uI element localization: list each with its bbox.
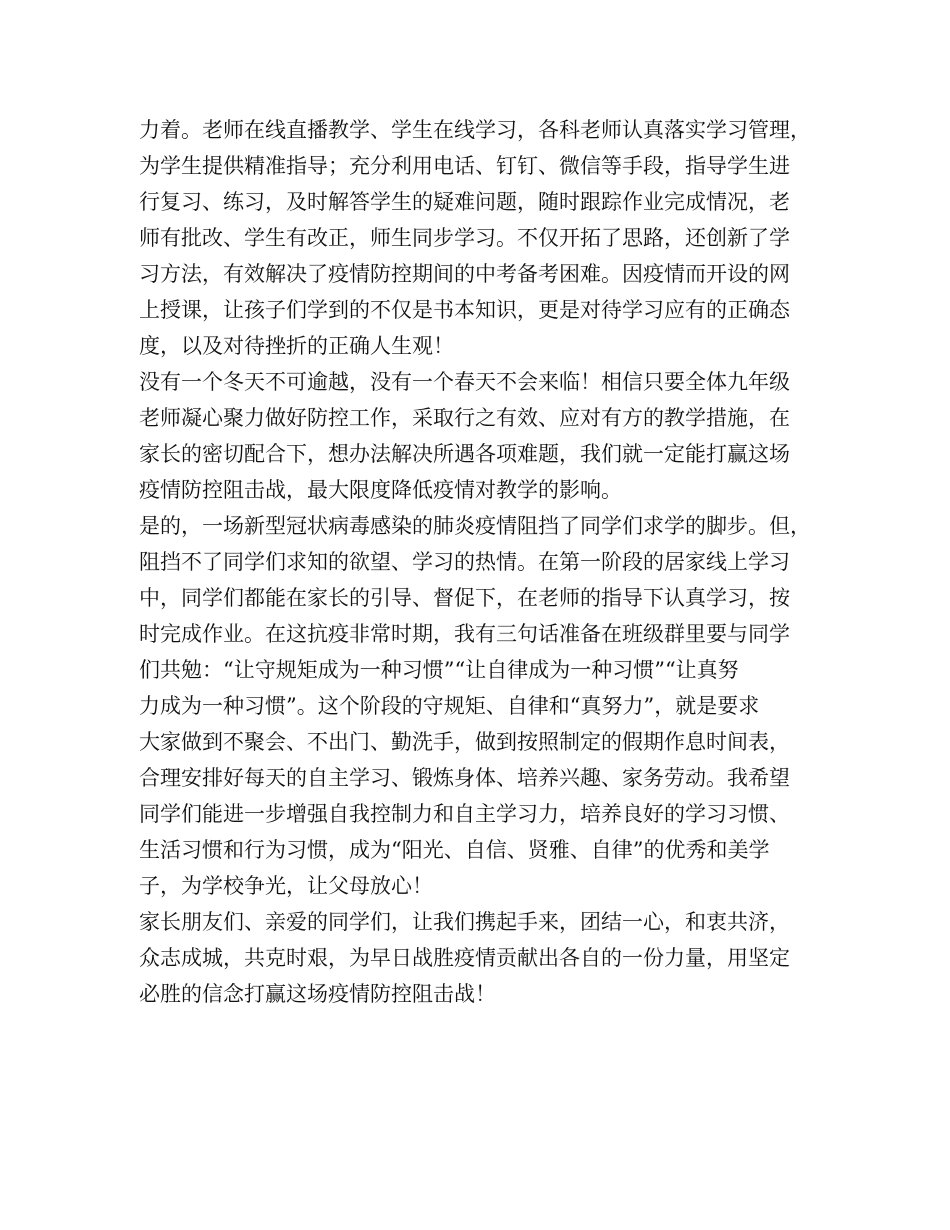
- text-line: 必胜的信念打赢这场疫情防控阻击战！: [139, 982, 496, 1006]
- text-line: 度，以及对待挫折的正确人生观！: [139, 334, 454, 358]
- text-line: 老师凝心聚力做好防控工作，采取行之有效、应对有方的教学措施，在: [139, 406, 790, 430]
- document-body: [139, 112, 829, 1012]
- text-line: 行复习、练习，及时解答学生的疑难问题，随时跟踪作业完成情况，老: [139, 190, 790, 214]
- text-line: 大家做到不聚会、不出门、勤洗手，做到按照制定的假期作息时间表，: [139, 730, 790, 754]
- text-line: 是的，一场新型冠状病毒感染的肺炎疫情阻挡了同学们求学的脚步。但，: [139, 514, 811, 538]
- text-line: 习方法，有效解决了疫情防控期间的中考备考困难。因疫情而开设的网: [139, 262, 790, 286]
- text-line: 家长的密切配合下，想办法解决所遇各项难题，我们就一定能打赢这场: [139, 442, 790, 466]
- text-line: 疫情防控阻击战，最大限度降低疫情对教学的影响。: [139, 478, 622, 502]
- text-line: 师有批改、学生有改正，师生同步学习。不仅开拓了思路，还创新了学: [139, 226, 790, 250]
- text-line: 合理安排好每天的自主学习、锻炼身体、培养兴趣、家务劳动。我希望: [139, 766, 790, 790]
- text-line: 子，为学校争光，让父母放心！: [139, 874, 433, 898]
- text-line: 们共勉：“让守规矩成为一种习惯”“让自律成为一种习惯”“让真努: [139, 658, 739, 682]
- text-line: 力成为一种习惯”。这个阶段的守规矩、自律和“真努力”，就是要求: [139, 694, 760, 718]
- text-line: 力着。老师在线直播教学、学生在线学习，各科老师认真落实学习管理，: [139, 118, 811, 142]
- text-line: 中，同学们都能在家长的引导、督促下，在老师的指导下认真学习，按: [139, 586, 790, 610]
- text-line: 上授课，让孩子们学到的不仅是书本知识，更是对待学习应有的正确态: [139, 298, 790, 322]
- text-line: 家长朋友们、亲爱的同学们，让我们携起手来，团结一心，和衷共济，: [139, 910, 790, 934]
- text-line: 阻挡不了同学们求知的欲望、学习的热情。在第一阶段的居家线上学习: [139, 550, 790, 574]
- text-line: 同学们能进一步增强自我控制力和自主学习力，培养良好的学习习惯、: [139, 802, 790, 826]
- text-line: 众志成城，共克时艰，为早日战胜疫情贡献出各自的一份力量，用坚定: [139, 946, 790, 970]
- text-line: 为学生提供精准指导；充分利用电话、钉钉、微信等手段，指导学生进: [139, 154, 790, 178]
- text-line: 时完成作业。在这抗疫非常时期，我有三句话准备在班级群里要与同学: [139, 622, 790, 646]
- text-line: 生活习惯和行为习惯，成为“阳光、自信、贤雅、自律”的优秀和美学: [139, 838, 770, 862]
- text-line: 没有一个冬天不可逾越，没有一个春天不会来临！相信只要全体九年级: [139, 370, 790, 394]
